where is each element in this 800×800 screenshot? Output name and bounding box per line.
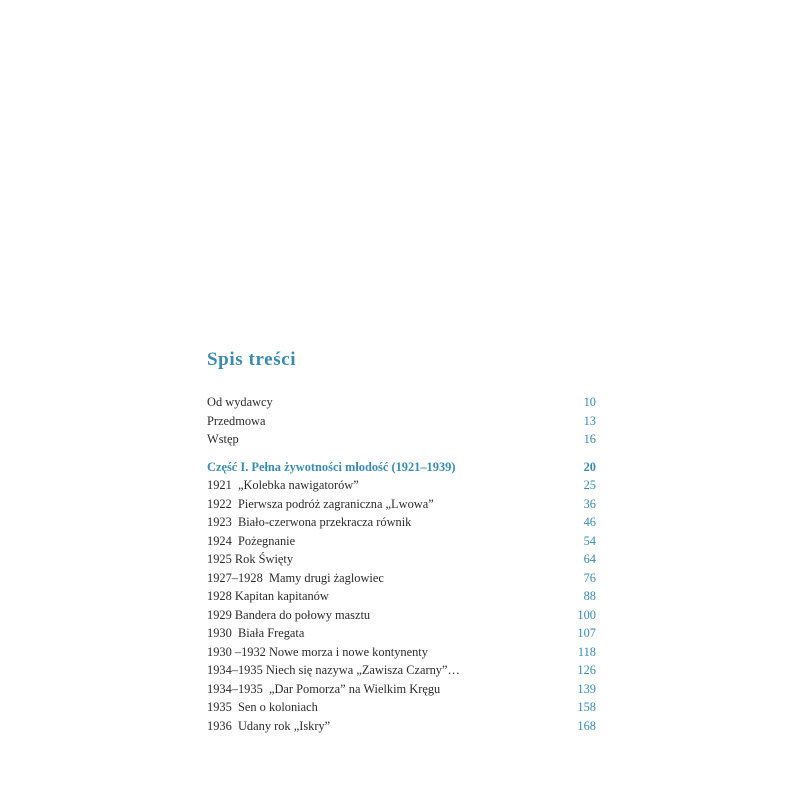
toc-part-page: 20 bbox=[583, 459, 596, 474]
toc-entry-title: 1923 Biało-czerwona przekracza równik bbox=[207, 515, 412, 529]
toc-entry-page: 16 bbox=[583, 432, 596, 446]
toc-entry-title: 1924 Pożegnanie bbox=[207, 533, 296, 548]
toc-entry-title: Przedmowa bbox=[207, 413, 266, 428]
toc-entry-page: 46 bbox=[583, 515, 596, 529]
toc-entry-page: 64 bbox=[583, 552, 596, 566]
toc-entry bbox=[207, 412, 596, 431]
toc-entry-title: 1934–1935 „Dar Pomorza” na Wielkim Kręgu bbox=[207, 681, 441, 696]
toc-entry bbox=[207, 680, 596, 699]
toc-entry-title: 1927–1928 Mamy drugi żaglowiec bbox=[207, 570, 384, 585]
toc-entry bbox=[207, 587, 596, 606]
toc-entry-page: 100 bbox=[577, 607, 596, 622]
toc-entry-page: 25 bbox=[583, 478, 596, 492]
toc-entry-title: 1930 –1932 Nowe morza i nowe kontynenty bbox=[207, 644, 428, 659]
toc-entry-page: 13 bbox=[583, 413, 596, 428]
toc-entry bbox=[207, 430, 596, 449]
toc-entry-title: Wstęp bbox=[207, 432, 239, 446]
toc-entry bbox=[207, 532, 596, 551]
toc-entry-title: 1921 „Kolebka nawigatorów” bbox=[207, 478, 359, 492]
toc-entry-page: 88 bbox=[583, 589, 596, 603]
toc-entry bbox=[207, 717, 596, 736]
toc-title: Spis treści bbox=[207, 349, 297, 370]
toc-entry-title: Od wydawcy bbox=[207, 395, 273, 409]
toc-entry-title: 1925 Rok Święty bbox=[207, 552, 294, 566]
toc-entry bbox=[207, 698, 596, 717]
toc-entry-page: 107 bbox=[577, 626, 596, 640]
toc-entry bbox=[207, 495, 596, 514]
toc-entry-page: 54 bbox=[583, 533, 596, 548]
toc-entry-page: 158 bbox=[577, 700, 596, 714]
toc-entry bbox=[207, 643, 596, 662]
toc-part-title: Część I. Pełna żywotności młodość (1921–1939) bbox=[207, 459, 456, 474]
toc-entry bbox=[207, 513, 596, 532]
toc-entry-title: 1934–1935 Niech się nazywa „Zawisza Czarny”… bbox=[207, 663, 460, 677]
toc-entry-page: 118 bbox=[577, 644, 596, 659]
toc-entry-page: 139 bbox=[577, 681, 596, 696]
toc-entry-title: 1930 Biała Fregata bbox=[207, 626, 305, 640]
toc-entry-title: 1922 Pierwsza podróż zagraniczna „Lwowa” bbox=[207, 496, 434, 511]
toc-entry bbox=[207, 624, 596, 643]
toc-entry-title: 1928 Kapitan kapitanów bbox=[207, 589, 329, 603]
toc-list bbox=[207, 393, 596, 735]
toc-entry-title: 1936 Udany rok „Iskry” bbox=[207, 718, 331, 733]
toc-entry bbox=[207, 569, 596, 588]
toc-entry bbox=[207, 393, 596, 412]
toc-entry-page: 76 bbox=[583, 570, 596, 585]
toc-part-heading bbox=[207, 458, 596, 477]
toc-entry-title: 1929 Bandera do połowy masztu bbox=[207, 607, 371, 622]
toc-entry-title: 1935 Sen o koloniach bbox=[207, 700, 318, 714]
toc-entry bbox=[207, 550, 596, 569]
toc-entry bbox=[207, 476, 596, 495]
toc-entry bbox=[207, 606, 596, 625]
toc-entry bbox=[207, 661, 596, 680]
toc-entry-page: 168 bbox=[577, 718, 596, 733]
toc-entry-page: 10 bbox=[583, 395, 596, 409]
toc-entry-page: 36 bbox=[583, 496, 596, 511]
toc-entry-page: 126 bbox=[577, 663, 596, 677]
